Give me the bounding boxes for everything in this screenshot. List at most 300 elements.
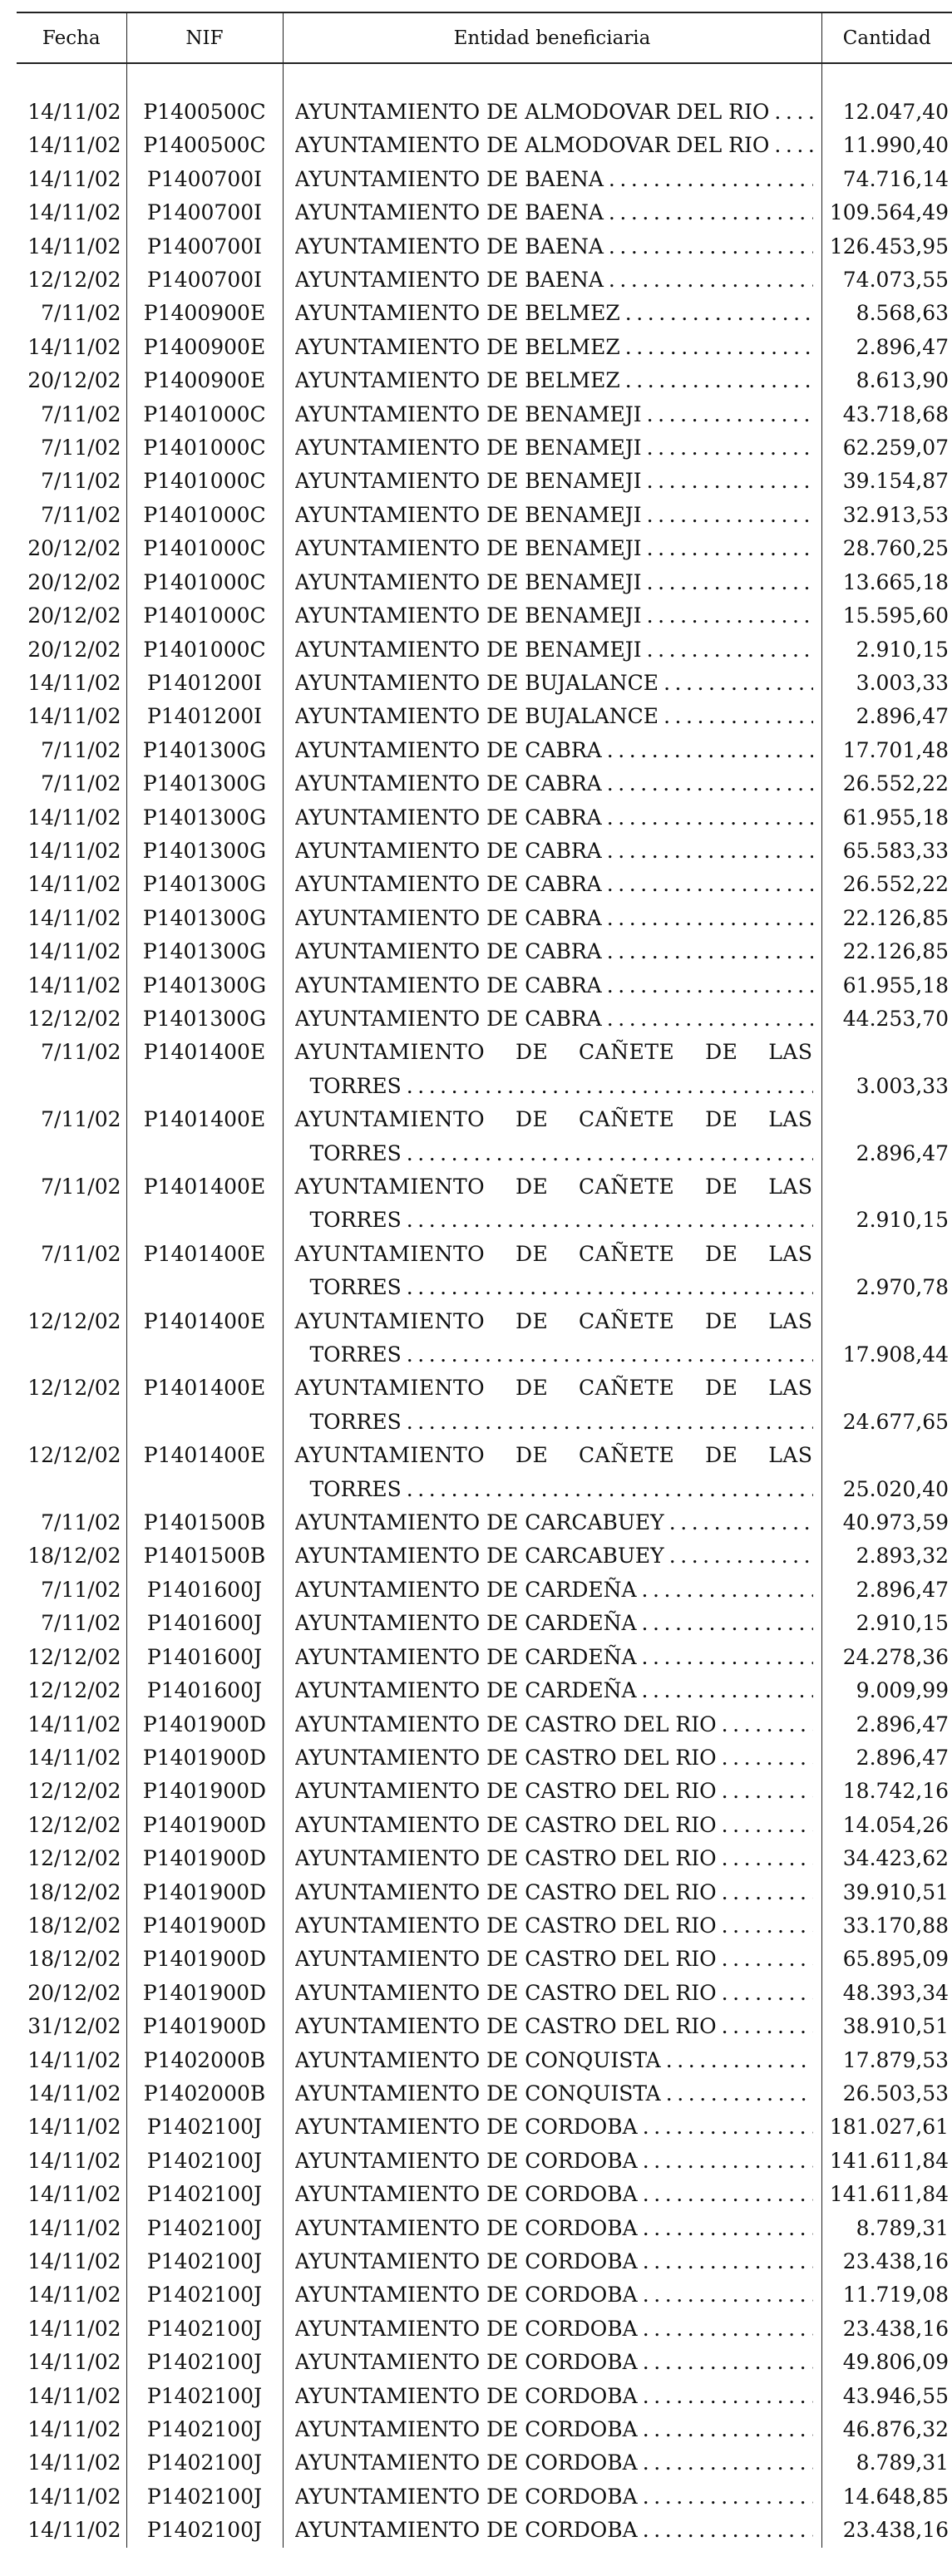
entidad-text: AYUNTAMIENTO DE ALMODOVAR DEL RIO (294, 133, 770, 158)
cell-nif: P1401900D (126, 2010, 283, 2043)
cell-entidad (283, 499, 821, 532)
column-header-cantidad: Cantidad (821, 12, 952, 63)
cell-nif: P1401600J (126, 1674, 283, 1707)
table-row (17, 868, 952, 901)
cell-entidad (283, 2010, 821, 2043)
cell-nif: P1401000C (126, 599, 283, 633)
entidad-text: AYUNTAMIENTO DE CORDOBA (294, 2115, 638, 2140)
entidad-text: AYUNTAMIENTO DE CABRA (294, 939, 602, 964)
table-row (17, 835, 952, 868)
cell-nif: P1402000B (126, 2077, 283, 2111)
cell-entidad (283, 1943, 821, 1976)
cell-nif: P1401400E (126, 1103, 283, 1170)
cell-cantidad: 40.973,59 (821, 1506, 952, 1539)
cell-fecha: 14/11/02 (27, 2182, 121, 2207)
table-row (17, 96, 952, 129)
cell-nif: P1401900D (126, 1943, 283, 1976)
cell-fecha: 20/12/02 (27, 603, 121, 628)
cell-cantidad: 2.896,47 (821, 1708, 952, 1741)
dot-leader (666, 2077, 813, 2111)
cell-fecha: 7/11/02 (41, 1107, 121, 1132)
cell-fecha: 14/11/02 (27, 2316, 121, 2341)
dot-leader (607, 734, 813, 767)
cell-cantidad: 109.564,49 (821, 196, 952, 229)
cell-fecha: 7/11/02 (41, 737, 121, 762)
cell-cantidad: 26.552,22 (821, 767, 952, 800)
entidad-text: AYUNTAMIENTO DE CORDOBA (294, 2148, 638, 2173)
entidad-text: AYUNTAMIENTO DE CORDOBA (294, 2518, 638, 2543)
cell-nif: P1401400E (126, 1305, 283, 1372)
cell-fecha: 7/11/02 (41, 1241, 121, 1266)
cell-entidad (283, 1238, 821, 1305)
cell-nif: P1401300G (126, 935, 283, 968)
cell-entidad (283, 129, 821, 162)
cell-fecha: 7/11/02 (41, 469, 121, 494)
cell-nif: P1401900D (126, 1741, 283, 1775)
cell-cantidad: 62.259,07 (821, 431, 952, 465)
cell-entidad (283, 1506, 821, 1539)
cell-cantidad: 22.126,85 (821, 935, 952, 968)
cell-fecha: 14/11/02 (27, 939, 121, 964)
entidad-text: AYUNTAMIENTO DE CONQUISTA (294, 2081, 661, 2106)
cell-fecha: 7/11/02 (41, 1611, 121, 1636)
entidad-text: AYUNTAMIENTO DE CABRA (294, 737, 602, 762)
entidad-text: AYUNTAMIENTO DE CABRA (294, 771, 602, 796)
dot-leader (642, 1607, 813, 1640)
dot-leader (722, 1876, 813, 1909)
table-row (17, 1977, 952, 2010)
entidad-text: AYUNTAMIENTO DE BENAMEJI (294, 603, 642, 628)
cell-entidad (283, 1170, 821, 1238)
cell-nif: P1402000B (126, 2044, 283, 2077)
cell-entidad (283, 431, 821, 465)
table-row (17, 1708, 952, 1741)
cell-fecha: 12/12/02 (27, 1846, 121, 1871)
entidad-text: AYUNTAMIENTO DE CASTRO DEL RIO (294, 1947, 717, 1972)
cell-cantidad: 34.423,62 (821, 1842, 952, 1875)
cell-cantidad: 3.003,33 (821, 1036, 952, 1103)
table-row (17, 2245, 952, 2278)
entidad-text: AYUNTAMIENTO DE CASTRO DEL RIO (294, 1913, 717, 1938)
dot-leader (647, 398, 813, 431)
cell-fecha: 14/11/02 (27, 2417, 121, 2442)
table-row (17, 1238, 952, 1305)
dot-leader (643, 2413, 813, 2446)
cell-entidad (283, 1842, 821, 1875)
cell-nif: P1400700I (126, 163, 283, 196)
entidad-text: AYUNTAMIENTO DE CONQUISTA (294, 2047, 661, 2072)
table-row (17, 599, 952, 633)
cell-fecha: 7/11/02 (41, 1175, 121, 1199)
cell-nif: P1400700I (126, 196, 283, 229)
entidad-text: AYUNTAMIENTO DE BAENA (294, 166, 604, 191)
cell-cantidad: 24.278,36 (821, 1641, 952, 1674)
cell-entidad (283, 1372, 821, 1439)
entidad-text: AYUNTAMIENTO DE CABRA (294, 872, 602, 897)
dot-leader (407, 1406, 813, 1439)
table-row (17, 163, 952, 196)
dot-leader (643, 2312, 813, 2346)
dot-leader (642, 1574, 813, 1607)
cell-nif: P1401000C (126, 566, 283, 599)
cell-entidad (283, 935, 821, 968)
cell-cantidad: 25.020,40 (821, 1439, 952, 1506)
table-row (17, 1506, 952, 1539)
entidad-text: AYUNTAMIENTO DE CASTRO DEL RIO (294, 1745, 717, 1770)
cell-entidad (283, 2278, 821, 2312)
entidad-text: AYUNTAMIENTO DE BAENA (294, 200, 604, 225)
cell-fecha: 20/12/02 (27, 637, 121, 662)
cell-entidad (283, 767, 821, 800)
cell-fecha: 14/11/02 (27, 100, 121, 124)
cell-cantidad: 38.910,51 (821, 2010, 952, 2043)
cell-entidad (283, 2446, 821, 2480)
entidad-text: AYUNTAMIENTO DE CARDEÑA (294, 1644, 637, 1669)
table-row (17, 2111, 952, 2144)
cell-cantidad: 39.154,87 (821, 465, 952, 498)
entidad-text: AYUNTAMIENTO DE CABRA (294, 905, 602, 930)
cell-entidad (283, 667, 821, 700)
cell-nif: P1402100J (126, 2178, 283, 2211)
table-row (17, 1439, 952, 1506)
cell-fecha: 18/12/02 (27, 1947, 121, 1972)
cell-entidad (283, 1103, 821, 1170)
cell-fecha: 7/11/02 (41, 1040, 121, 1065)
cell-fecha: 20/12/02 (27, 569, 121, 594)
cell-fecha: 14/11/02 (27, 166, 121, 191)
beneficiary-table (17, 12, 952, 2548)
table-row (17, 1574, 952, 1607)
dot-leader (722, 1809, 813, 1842)
table-row (17, 1036, 952, 1103)
table-row (17, 1607, 952, 1640)
table-row (17, 734, 952, 767)
entidad-text: AYUNTAMIENTO DE ALMODOVAR DEL RIO (294, 100, 770, 124)
dot-leader (642, 1641, 813, 1674)
cell-entidad (283, 2346, 821, 2379)
cell-cantidad: 26.503,53 (821, 2077, 952, 2111)
cell-fecha: 12/12/02 (27, 1678, 121, 1703)
cell-entidad (283, 1305, 821, 1372)
entidad-text: AYUNTAMIENTO DE CAÑETE DE LAS (294, 1040, 813, 1065)
cell-nif: P1401900D (126, 1842, 283, 1875)
cell-nif: P1402100J (126, 2212, 283, 2245)
table-row (17, 700, 952, 733)
entidad-text: AYUNTAMIENTO DE CASTRO DEL RIO (294, 1980, 717, 2005)
cell-cantidad: 2.896,47 (821, 1574, 952, 1607)
cell-nif: P1401600J (126, 1641, 283, 1674)
table-row (17, 633, 952, 667)
dot-leader (643, 2346, 813, 2379)
cell-nif: P1401300G (126, 835, 283, 868)
cell-fecha: 14/11/02 (27, 334, 121, 359)
cell-entidad (283, 1036, 821, 1103)
cell-cantidad: 22.126,85 (821, 902, 952, 935)
dot-leader (663, 667, 812, 700)
dot-leader (647, 431, 813, 465)
entidad-text-continued: TORRES (309, 1208, 402, 1233)
table-row (17, 2446, 952, 2480)
entidad-text-continued: TORRES (309, 1409, 402, 1434)
cell-fecha: 14/11/02 (27, 200, 121, 225)
cell-cantidad: 2.896,47 (821, 1741, 952, 1775)
cell-entidad (283, 1539, 821, 1573)
cell-nif: P1402100J (126, 2312, 283, 2346)
cell-fecha: 12/12/02 (27, 1812, 121, 1837)
cell-entidad (283, 1977, 821, 2010)
cell-cantidad: 39.910,51 (821, 1876, 952, 1909)
table-row (17, 1909, 952, 1943)
cell-cantidad: 2.910,15 (821, 1607, 952, 1640)
table-row (17, 1674, 952, 1707)
dot-leader (643, 2245, 813, 2278)
entidad-text: AYUNTAMIENTO DE CABRA (294, 838, 602, 863)
cell-nif: P1401300G (126, 734, 283, 767)
table-row (17, 767, 952, 800)
cell-nif: P1401200I (126, 667, 283, 700)
cell-nif: P1401900D (126, 1876, 283, 1909)
table-row (17, 801, 952, 835)
entidad-text: AYUNTAMIENTO DE BENAMEJI (294, 436, 642, 461)
cell-entidad (283, 868, 821, 901)
cell-nif: P1401000C (126, 465, 283, 498)
entidad-text: AYUNTAMIENTO DE BENAMEJI (294, 637, 642, 662)
dot-leader (607, 969, 813, 1002)
cell-cantidad: 48.393,34 (821, 1977, 952, 2010)
table-row (17, 969, 952, 1002)
cell-entidad (283, 2245, 821, 2278)
dot-leader (607, 835, 813, 868)
cell-cantidad: 61.955,18 (821, 969, 952, 1002)
table-row (17, 431, 952, 465)
dot-leader (722, 1775, 813, 1808)
cell-fecha: 14/11/02 (27, 838, 121, 863)
cell-entidad (283, 2111, 821, 2144)
dot-leader (607, 902, 813, 935)
cell-fecha: 20/12/02 (27, 536, 121, 561)
table-row (17, 2312, 952, 2346)
entidad-text: AYUNTAMIENTO DE BENAMEJI (294, 536, 642, 561)
cell-entidad (283, 264, 821, 297)
cell-cantidad: 8.613,90 (821, 364, 952, 397)
cell-entidad (283, 398, 821, 431)
cell-nif: P1401000C (126, 633, 283, 667)
cell-entidad (283, 2413, 821, 2446)
cell-fecha: 18/12/02 (27, 1879, 121, 1904)
dot-leader (407, 1271, 813, 1304)
table-row (17, 2413, 952, 2446)
table-row (17, 1002, 952, 1036)
dot-leader (643, 2514, 813, 2547)
cell-cantidad: 2.896,47 (821, 331, 952, 364)
cell-cantidad: 14.648,85 (821, 2480, 952, 2514)
cell-fecha: 14/11/02 (27, 670, 121, 695)
cell-fecha: 14/11/02 (27, 1712, 121, 1736)
entidad-text: AYUNTAMIENTO DE CAÑETE DE LAS (294, 1175, 813, 1199)
cell-fecha: 7/11/02 (41, 401, 121, 426)
cell-cantidad: 23.438,16 (821, 2514, 952, 2547)
table-row (17, 1809, 952, 1842)
cell-cantidad: 65.583,33 (821, 835, 952, 868)
dot-leader (643, 2380, 813, 2413)
cell-nif: P1400700I (126, 264, 283, 297)
entidad-text: AYUNTAMIENTO DE CORDOBA (294, 2383, 638, 2408)
table-row (17, 2010, 952, 2043)
entidad-text: AYUNTAMIENTO DE CORDOBA (294, 2417, 638, 2442)
cell-entidad (283, 364, 821, 397)
entidad-text: AYUNTAMIENTO DE CARDEÑA (294, 1611, 637, 1636)
table-row (17, 2145, 952, 2178)
cell-nif: P1401500B (126, 1506, 283, 1539)
cell-fecha: 12/12/02 (27, 1443, 121, 1468)
table-row (17, 230, 952, 264)
cell-fecha: 14/11/02 (27, 704, 121, 729)
cell-nif: P1401900D (126, 1775, 283, 1808)
dot-leader (643, 2178, 813, 2211)
table-row (17, 1305, 952, 1372)
dot-leader (609, 264, 813, 297)
cell-entidad (283, 2514, 821, 2547)
entidad-text: AYUNTAMIENTO DE CABRA (294, 973, 602, 997)
cell-nif: P1402100J (126, 2446, 283, 2480)
cell-fecha: 14/11/02 (27, 805, 121, 830)
cell-entidad (283, 297, 821, 330)
cell-entidad (283, 196, 821, 229)
dot-leader (643, 2446, 813, 2480)
cell-cantidad: 43.946,55 (821, 2380, 952, 2413)
entidad-text: AYUNTAMIENTO DE CASTRO DEL RIO (294, 2014, 717, 2039)
cell-nif: P1401000C (126, 398, 283, 431)
column-header-fecha: Fecha (17, 12, 126, 63)
cell-cantidad: 11.719,08 (821, 2278, 952, 2312)
cell-entidad (283, 1607, 821, 1640)
dot-leader (642, 1674, 813, 1707)
dot-leader (607, 1002, 813, 1036)
entidad-text: AYUNTAMIENTO DE BENAMEJI (294, 401, 642, 426)
entidad-text: AYUNTAMIENTO DE BENAMEJI (294, 469, 642, 494)
cell-cantidad: 49.806,09 (821, 2346, 952, 2379)
cell-nif: P1400900E (126, 364, 283, 397)
cell-cantidad: 141.611,84 (821, 2145, 952, 2178)
cell-cantidad: 26.552,22 (821, 868, 952, 901)
dot-leader (722, 2010, 813, 2043)
cell-entidad (283, 163, 821, 196)
entidad-text-continued: TORRES (309, 1476, 402, 1501)
cell-nif: P1400500C (126, 96, 283, 129)
table-row (17, 2346, 952, 2379)
entidad-text: AYUNTAMIENTO DE CAÑETE DE LAS (294, 1308, 813, 1333)
cell-nif: P1402100J (126, 2111, 283, 2144)
cell-entidad (283, 969, 821, 1002)
cell-nif: P1401400E (126, 1170, 283, 1238)
cell-nif: P1401900D (126, 1809, 283, 1842)
table-row (17, 566, 952, 599)
dot-leader (407, 1473, 813, 1506)
cell-cantidad: 17.701,48 (821, 734, 952, 767)
cell-entidad (283, 599, 821, 633)
dot-leader (722, 1909, 813, 1943)
cell-fecha: 14/11/02 (27, 2081, 121, 2106)
cell-cantidad: 3.003,33 (821, 667, 952, 700)
dot-leader (625, 297, 813, 330)
cell-fecha: 14/11/02 (27, 2047, 121, 2072)
cell-nif: P1401400E (126, 1372, 283, 1439)
cell-cantidad: 43.718,68 (821, 398, 952, 431)
cell-nif: P1402100J (126, 2514, 283, 2547)
cell-fecha: 14/11/02 (27, 2115, 121, 2140)
dot-leader (669, 1506, 813, 1539)
cell-cantidad: 24.677,65 (821, 1372, 952, 1439)
cell-cantidad: 33.170,88 (821, 1909, 952, 1943)
entidad-text: AYUNTAMIENTO DE BAENA (294, 268, 604, 293)
cell-cantidad: 8.789,31 (821, 2446, 952, 2480)
dot-leader (609, 196, 813, 229)
cell-entidad (283, 1775, 821, 1808)
dot-leader (607, 935, 813, 968)
cell-nif: P1401000C (126, 532, 283, 565)
entidad-text: AYUNTAMIENTO DE CABRA (294, 805, 602, 830)
dot-leader (666, 2044, 813, 2077)
cell-entidad (283, 2212, 821, 2245)
cell-cantidad: 18.742,16 (821, 1775, 952, 1808)
table-row (17, 1876, 952, 1909)
entidad-text: AYUNTAMIENTO DE CASTRO DEL RIO (294, 1846, 717, 1871)
table-row (17, 2380, 952, 2413)
table-row (17, 364, 952, 397)
cell-entidad (283, 2480, 821, 2514)
cell-nif: P1400500C (126, 129, 283, 162)
cell-entidad (283, 1641, 821, 1674)
entidad-text: AYUNTAMIENTO DE BAENA (294, 234, 604, 259)
cell-entidad (283, 1439, 821, 1506)
cell-fecha: 14/11/02 (27, 2148, 121, 2173)
table-row (17, 264, 952, 297)
entidad-text: AYUNTAMIENTO DE CORDOBA (294, 2450, 638, 2475)
cell-nif: P1401300G (126, 868, 283, 901)
cell-fecha: 7/11/02 (41, 1510, 121, 1535)
dot-leader (407, 1204, 813, 1237)
cell-entidad (283, 2178, 821, 2211)
table-row (17, 398, 952, 431)
cell-fecha: 18/12/02 (27, 1544, 121, 1569)
cell-entidad (283, 801, 821, 835)
table-row (17, 129, 952, 162)
cell-cantidad: 23.438,16 (821, 2312, 952, 2346)
cell-cantidad: 74.073,55 (821, 264, 952, 297)
dot-leader (669, 1539, 813, 1573)
dot-leader (407, 1338, 813, 1372)
dot-leader (722, 1708, 813, 1741)
cell-cantidad: 2.970,78 (821, 1238, 952, 1305)
cell-cantidad: 8.568,63 (821, 297, 952, 330)
cell-entidad (283, 331, 821, 364)
entidad-text: AYUNTAMIENTO DE CARDEÑA (294, 1678, 637, 1703)
table-row (17, 1539, 952, 1573)
cell-nif: P1401300G (126, 801, 283, 835)
cell-fecha: 14/11/02 (27, 234, 121, 259)
table-row (17, 1943, 952, 1976)
cell-cantidad: 46.876,32 (821, 2413, 952, 2446)
cell-fecha: 14/11/02 (27, 1745, 121, 1770)
cell-cantidad: 32.913,53 (821, 499, 952, 532)
cell-cantidad: 2.896,47 (821, 700, 952, 733)
cell-entidad (283, 1809, 821, 1842)
cell-fecha: 7/11/02 (41, 1577, 121, 1602)
dot-leader (647, 599, 813, 633)
cell-nif: P1400900E (126, 331, 283, 364)
dot-leader (609, 230, 813, 264)
cell-nif: P1401300G (126, 767, 283, 800)
